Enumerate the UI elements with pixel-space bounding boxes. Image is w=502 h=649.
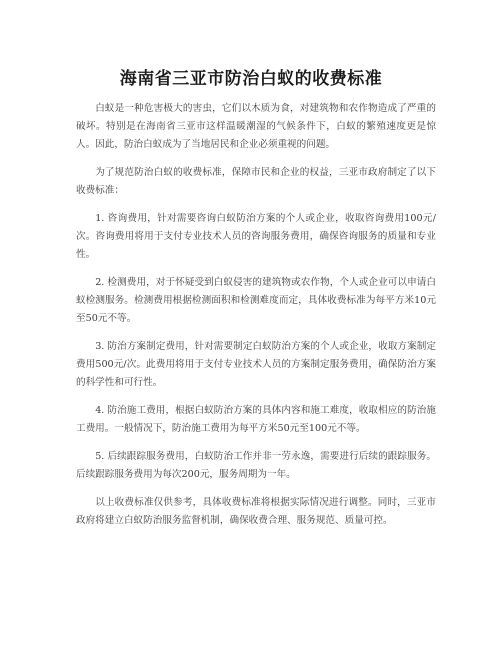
paragraph-item-4: 4. 防治施工费用，根据白蚁防治方案的具体内容和施工难度，收取相应的防治施工费用。一般情况下，防治施工费用为每平方米50元至100元不等。: [76, 405, 436, 434]
paragraph-preface: 为了规范防治白蚁的收费标准，保障市民和企业的权益，三亚市政府制定了以下收费标准：: [76, 167, 436, 196]
document-body: [76, 100, 436, 540]
paragraph-conclusion: 以上收费标准仅供参考，具体收费标准将根据实际情况进行调整。同时，三亚市政府将建立白蚁防治服务监督机制，确保收费合理、服务规范、质量可控。: [76, 497, 436, 526]
paragraph-item-1: 1. 咨询费用，针对需要咨询白蚁防治方案的个人或企业，收取咨询费用100元/次。咨询费用将用于支付专业技术人员的咨询服务费用，确保咨询服务的质量和专业性。: [76, 213, 436, 260]
paragraph-item-2: 2. 检测费用，对于怀疑受到白蚁侵害的建筑物或农作物，个人或企业可以申请白蚁检测服务。检测费用根据检测面积和检测难度而定，具体收费标准为每平方米10元至50元不等。: [76, 277, 436, 324]
paragraph-intro: 白蚁是一种危害极大的害虫，它们以木质为食，对建筑物和农作物造成了严重的破坏。特别是在海南省三亚市这样温暖潮湿的气候条件下，白蚁的繁殖速度更是惊人。因此，防治白蚁成为了当地居民和企业必须重视的问题。: [76, 103, 436, 150]
paragraph-item-3: 3. 防治方案制定费用，针对需要制定白蚁防治方案的个人或企业，收取方案制定费用500元/次。此费用将用于支付专业技术人员的方案制定服务费用，确保防治方案的科学性和可行性。: [76, 341, 436, 388]
paragraph-item-5: 5. 后续跟踪服务费用，白蚁防治工作并非一劳永逸，需要进行后续的跟踪服务。后续跟踪服务费用为每次200元，服务周期为一年。: [76, 451, 436, 480]
document-title: 海南省三亚市防治白蚁的收费标准: [119, 69, 383, 89]
